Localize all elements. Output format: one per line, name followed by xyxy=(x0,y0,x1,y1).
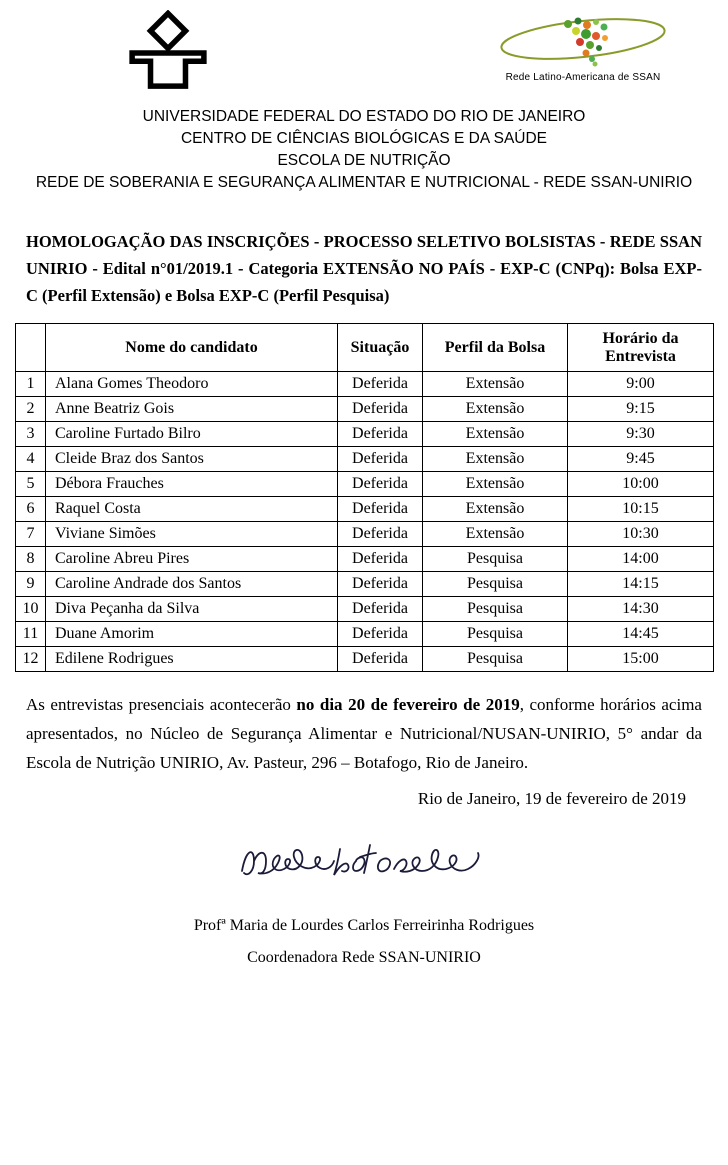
signatory-name: Profª Maria de Lourdes Carlos Ferreirinha Rodrigues xyxy=(193,917,535,934)
profile-cell: Extensão xyxy=(423,422,568,447)
table-row xyxy=(16,447,714,472)
time-cell: 9:15 xyxy=(568,397,714,422)
status-cell: Deferida xyxy=(338,372,423,397)
document-title: HOMOLOGAÇÃO DAS INSCRIÇÕES - PROCESSO SELETIVO BOLSISTAS - REDE SSAN UNIRIO - Edital n°01/2019.1 - Categoria EXTENSÃO NO PAÍS - EXP-C (CNPq): Bolsa EXP-C (Perfil Extensão) e Bolsa EXP-C (Perfil Pesquisa) xyxy=(26,232,702,305)
col-header-number xyxy=(16,324,46,372)
table-row xyxy=(16,422,714,447)
row-number: 2 xyxy=(16,397,46,422)
time-cell: 9:45 xyxy=(568,447,714,472)
letterhead-network: REDE DE SOBERANIA E SEGURANÇA ALIMENTAR E NUTRICIONAL - REDE SSAN-UNIRIO xyxy=(35,174,693,191)
signature-image xyxy=(0,831,728,897)
profile-cell: Pesquisa xyxy=(423,547,568,572)
status-cell: Deferida xyxy=(338,547,423,572)
row-number: 6 xyxy=(16,497,46,522)
status-cell: Deferida xyxy=(338,497,423,522)
candidate-name-cell: Cleide Braz dos Santos xyxy=(46,447,338,472)
candidate-name-cell: Caroline Abreu Pires xyxy=(46,547,338,572)
profile-cell: Extensão xyxy=(423,497,568,522)
row-number: 1 xyxy=(16,372,46,397)
time-cell: 10:30 xyxy=(568,522,714,547)
candidate-name-cell: Caroline Andrade dos Santos xyxy=(46,572,338,597)
table-row xyxy=(16,497,714,522)
profile-cell: Pesquisa xyxy=(423,622,568,647)
table-row xyxy=(16,622,714,647)
table-row xyxy=(16,472,714,497)
col-header-name: Nome do candidato xyxy=(46,324,338,372)
table-row xyxy=(16,547,714,572)
logo-row xyxy=(0,6,728,98)
row-number: 12 xyxy=(16,647,46,672)
candidate-name-cell: Raquel Costa xyxy=(46,497,338,522)
time-cell: 14:15 xyxy=(568,572,714,597)
status-cell: Deferida xyxy=(338,472,423,497)
time-cell: 14:45 xyxy=(568,622,714,647)
closing-text-prefix: As entrevistas presenciais acontecerão xyxy=(26,695,297,714)
profile-cell: Extensão xyxy=(423,472,568,497)
time-cell: 10:15 xyxy=(568,497,714,522)
candidate-name-cell: Caroline Furtado Bilro xyxy=(46,422,338,447)
status-cell: Deferida xyxy=(338,522,423,547)
candidate-name-cell: Diva Peçanha da Silva xyxy=(46,597,338,622)
status-cell: Deferida xyxy=(338,397,423,422)
candidates-table xyxy=(15,323,714,672)
closing-text-suffix: , conforme horários acima apresentados, no Núcleo de Segurança Alimentar e Nutricional/NUSAN-UNIRIO, 5° andar da Escola de Nutrição UNIRIO, Av. Pasteur, 296 – Botafogo, Rio de Janeiro. xyxy=(26,695,702,772)
closing-text-bold-date: no dia 20 de fevereiro de 2019 xyxy=(296,695,520,714)
letterhead-university: UNIVERSIDADE FEDERAL DO ESTADO DO RIO DE JANEIRO xyxy=(142,108,586,125)
time-cell: 14:30 xyxy=(568,597,714,622)
status-cell: Deferida xyxy=(338,622,423,647)
row-number: 4 xyxy=(16,447,46,472)
unirio-logo-icon xyxy=(122,10,214,96)
col-header-time: Horário da Entrevista xyxy=(568,324,714,372)
candidate-name-cell: Débora Frauches xyxy=(46,472,338,497)
table-row xyxy=(16,572,714,597)
letterhead-center: CENTRO DE CIÊNCIAS BIOLÓGICAS E DA SAÚDE xyxy=(180,130,548,147)
status-cell: Deferida xyxy=(338,422,423,447)
status-cell: Deferida xyxy=(338,597,423,622)
row-number: 8 xyxy=(16,547,46,572)
time-cell: 14:00 xyxy=(568,547,714,572)
profile-cell: Extensão xyxy=(423,372,568,397)
status-cell: Deferida xyxy=(338,447,423,472)
status-cell: Deferida xyxy=(338,572,423,597)
ssan-logo-icon xyxy=(494,12,672,83)
profile-cell: Pesquisa xyxy=(423,572,568,597)
signatory-role: Coordenadora Rede SSAN-UNIRIO xyxy=(247,949,481,966)
row-number: 9 xyxy=(16,572,46,597)
status-cell: Deferida xyxy=(338,647,423,672)
row-number: 7 xyxy=(16,522,46,547)
ssan-logo-caption: Rede Latino-Americana de SSAN xyxy=(505,72,661,83)
row-number: 11 xyxy=(16,622,46,647)
time-cell: 10:00 xyxy=(568,472,714,497)
row-number: 10 xyxy=(16,597,46,622)
place-date-line: Rio de Janeiro, 19 de fevereiro de 2019 xyxy=(417,789,686,808)
time-cell: 9:00 xyxy=(568,372,714,397)
profile-cell: Extensão xyxy=(423,522,568,547)
candidate-name-cell: Viviane Simões xyxy=(46,522,338,547)
time-cell: 15:00 xyxy=(568,647,714,672)
table-row xyxy=(16,522,714,547)
profile-cell: Extensão xyxy=(423,397,568,422)
letterhead-school: ESCOLA DE NUTRIÇÃO xyxy=(277,152,451,169)
candidate-name-cell: Duane Amorim xyxy=(46,622,338,647)
time-cell: 9:30 xyxy=(568,422,714,447)
profile-cell: Extensão xyxy=(423,447,568,472)
row-number: 3 xyxy=(16,422,46,447)
col-header-status: Situação xyxy=(338,324,423,372)
table-row xyxy=(16,397,714,422)
letterhead xyxy=(0,106,728,194)
table-header-row xyxy=(16,324,714,372)
table-row xyxy=(16,372,714,397)
table-row xyxy=(16,647,714,672)
candidate-name-cell: Alana Gomes Theodoro xyxy=(46,372,338,397)
candidate-name-cell: Edilene Rodrigues xyxy=(46,647,338,672)
candidate-name-cell: Anne Beatriz Gois xyxy=(46,397,338,422)
candidates-tbody xyxy=(16,372,714,672)
row-number: 5 xyxy=(16,472,46,497)
profile-cell: Pesquisa xyxy=(423,597,568,622)
col-header-profile: Perfil da Bolsa xyxy=(423,324,568,372)
closing-paragraph xyxy=(26,690,702,777)
profile-cell: Pesquisa xyxy=(423,647,568,672)
table-row xyxy=(16,597,714,622)
